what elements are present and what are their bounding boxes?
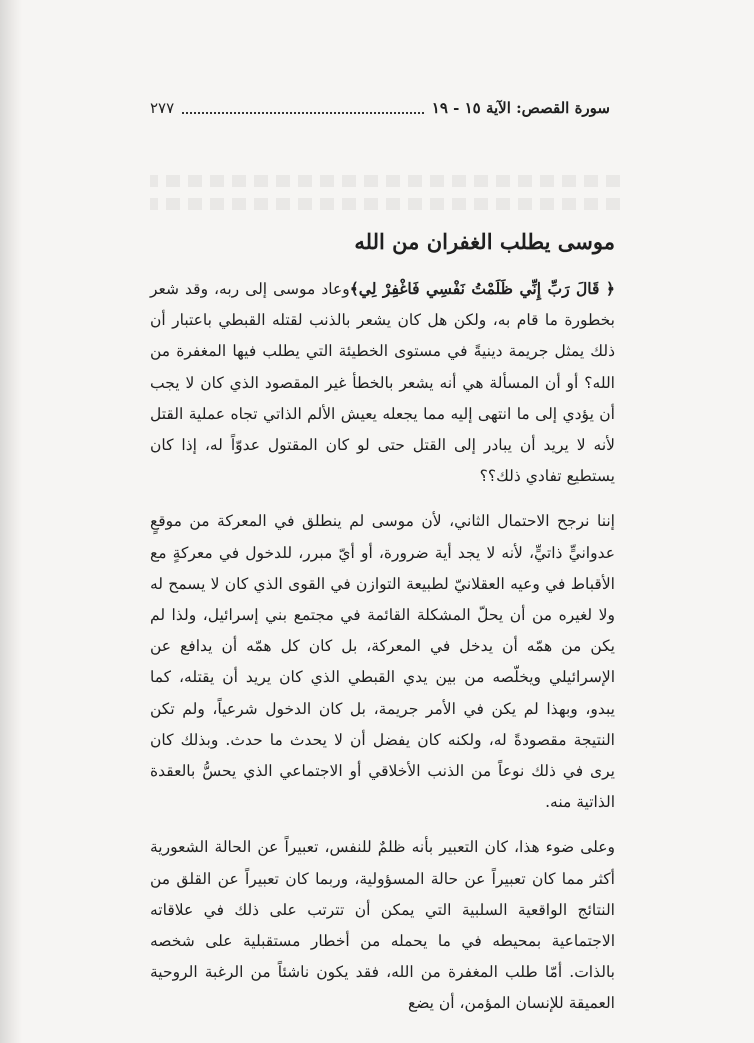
show-through-text bbox=[150, 175, 620, 187]
running-header bbox=[150, 96, 610, 120]
header-title: سورة القصص: الآية ١٥ - ١٩ bbox=[431, 99, 610, 117]
paragraph bbox=[150, 273, 615, 492]
show-through-text bbox=[150, 198, 620, 210]
quran-verse: ﴿ قَالَ رَبِّ إِنِّي ظَلَمْتُ نَفْسِي فَاغْفِرْ لِي﴾ bbox=[349, 279, 615, 298]
paragraph-text: وعاد موسى إلى ربه، وقد شعر بخطورة ما قام به، ولكن هل كان يشعر بالذنب لقتله القبطي باعتبار أن ذلك يمثل جريمة دينيةً في مستوى الخطيئة التي يطلب فيها المغفرة من الله؟ أو أن المسألة هي أنه يشعر بالخطأ غير المقصود الذي كان لا يجب أن يؤدي إلى ما انتهى إليه مما يجعله يعيش الألم الذاتي تجاه عملية القتل لأنه لا يريد أن يبادر إلى القتل حتى لو كان المقتول عدوّاً له، إذا كان يستطيع تفادي ذلك؟؟ bbox=[150, 280, 615, 486]
body-text bbox=[150, 273, 615, 1034]
paragraph: وعلى ضوء هذا، كان التعبير بأنه ظلمٌ للنفس، تعبيراً عن الحالة الشعورية أكثر مما كان تعبيراً عن حالة المسؤولية، وربما كان تعبيراً عن القلق من النتائج الواقعية السلبية التي يمكن أن تترتب على ذلك في علاقاته الاجتماعية بمحيطه في ما يحمله من أخطار مستقبلية على شخصه بالذات. أمّا طلب المغفرة من الله، فقد يكون ناشئاً من الرغبة الروحية العميقة للإنسان المؤمن، أن يضع bbox=[150, 838, 615, 1013]
section-title: موسى يطلب الغفران من الله bbox=[354, 229, 615, 254]
header-dot-leader bbox=[182, 102, 424, 114]
page-number: ٢٧٧ bbox=[150, 99, 175, 117]
paragraph: إننا نرجح الاحتمال الثاني، لأن موسى لم ينطلق في المعركة من موقعٍ عدوانيٍّ ذاتيٍّ، لأنه لا يجد أية ضرورة، أو أيّ مبرر، للدخول في معركةٍ مع الأقباط في وعيه العقلانيّ لطبيعة التوازن في القوى الذي كان لا يسمح له ولا لغيره من أن يحلّ المشكلة القائمة في مجتمع بني إسرائيل، ولذا لم يكن من همّه أن يدخل في المعركة، بل كان كل همّه أن يدافع عن الإسرائيلي ويخلّصه من بين يدي القبطي الذي كان يريد أن يقتله، كما يبدو، وبهذا لم يكن في الأمر جريمة، بل كان الدخول شرعياً، ولم تكن النتيجة مقصودةً له، ولكنه كان يفضل أن لا يحدث ما حدث. وبذلك كان يرى في ذلك نوعاً من الذنب الأخلاقي أو الاجتماعي الذي يحسُّ بالعقدة الذاتية منه. bbox=[150, 512, 615, 812]
page-spine-shadow bbox=[0, 0, 22, 1043]
